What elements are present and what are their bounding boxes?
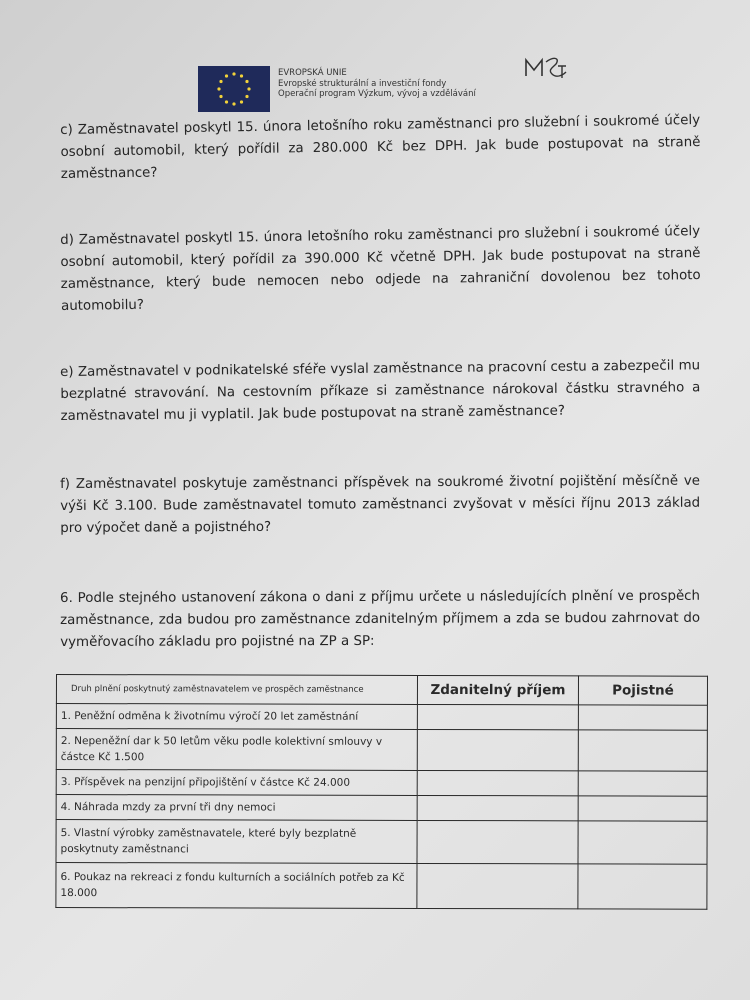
question-c: c) Zaměstnavatel poskytl 15. února letošního roku zaměstnanci pro služební i soukromé účely osobní automobil, který pořídil za 280.000 Kč bez DPH. Jak bude postupovat na straně zaměstnance? [60,112,701,182]
row-label: 1. Peněžní odměna k životnímu výročí 20 let zaměstnání [56,704,417,730]
question-6: 6. Podle stejného ustanovení zákona o dani z příjmu určete u následujících plnění ve prospěch zaměstnance, zda budou pro zaměstnance zdanitelným příjmem a zda se budou zahrnovat do vyměřovacího základu pro pojistné na ZP a SP: [60,588,701,650]
eu-star-icon [219,95,222,98]
eu-line-3: Operační program Výzkum, vývoj a vzdělávání [278,89,476,99]
table-row [56,863,707,910]
taxable-cell[interactable] [417,729,578,770]
insurance-cell[interactable] [578,705,707,730]
eu-star-icon [219,80,222,83]
eu-star-icon [217,87,220,90]
eu-star-icon [240,100,243,103]
eu-star-icon [247,87,250,90]
eu-flag-svg [198,66,270,112]
row-label: 6. Poukaz na rekreaci z fondu kulturních a sociálních potřeb za Kč 18.000 [56,863,417,909]
taxable-cell[interactable] [417,770,578,795]
question-e: e) Zaměstnavatel v podnikatelské sféře vyslal zaměstnance na pracovní cestu a zabezpečil mu bezplatné stravování. Na cestovním příkaze si zaměstnance nárokoval částku stravného a zaměstnavatel mu ji vyplatil. Jak bude postupovat na straně zaměstnance? [60,358,701,424]
taxable-cell[interactable] [417,863,578,908]
header-taxable-income: Zdanitelný příjem [417,675,578,704]
eu-star-icon [245,80,248,83]
table-row [56,770,707,797]
row-label: 3. Příspěvek na penzijní připojištění v částce Kč 24.000 [56,770,417,796]
insurance-cell[interactable] [578,771,707,796]
row-label: 5. Vlastní výrobky zaměstnavatele, které byly bezplatně poskytnuty zaměstnanci [56,820,417,864]
header-benefit-type: Druh plnění poskytnutý zaměstnavatelem ve prospěch zaměstnance [56,675,417,705]
table-row [56,729,707,772]
taxable-cell[interactable] [417,820,578,863]
table-row [56,820,707,865]
eu-flag-icon [198,66,270,112]
insurance-cell[interactable] [578,864,707,909]
insurance-cell[interactable] [578,821,707,864]
eu-program-text [278,68,476,100]
eu-star-icon [245,95,248,98]
row-label: 2. Nepeněžní dar k 50 letům věku podle kolektivní smlouvy v částce Kč 1.500 [56,729,417,771]
table-header-row [56,675,707,706]
eu-star-icon [225,100,228,103]
insurance-cell[interactable] [578,796,707,821]
eu-star-icon [232,102,235,105]
question-d: d) Zaměstnavatel poskytl 15. února letošního roku zaměstnanci pro služební i soukromé účely osobní automobil, který pořídil za 390.000 Kč včetně DPH. Jak bude postupovat na straně zaměstnance, který bude nemocen nebo odjede na zahraniční dovolenou bez tohoto automobilu? [60,224,701,314]
eu-line-1: EVROPSKÁ UNIE [278,68,347,78]
eu-star-icon [232,72,235,75]
question-f: f) Zaměstnavatel poskytuje zaměstnanci příspěvek na soukromé životní pojištění měsíčně ve výši Kč 3.100. Bude zaměstnavatel tomuto zaměstnanci zvyšovat v měsíci říjnu 2013 základ pro výpočet daně a pojistného? [60,473,701,536]
header-insurance: Pojistné [578,676,707,705]
table-row [56,704,707,731]
benefits-table [55,674,708,910]
eu-star-icon [240,74,243,77]
eu-line-2: Evropské strukturální a investiční fondy [278,78,447,89]
insurance-cell[interactable] [578,730,707,771]
table-row [56,795,707,822]
taxable-cell[interactable] [417,795,578,820]
eu-star-icon [225,74,228,77]
row-label: 4. Náhrada mzdy za první tři dny nemoci [56,795,417,821]
taxable-cell[interactable] [417,704,578,729]
msmt-logo-icon [522,54,570,82]
